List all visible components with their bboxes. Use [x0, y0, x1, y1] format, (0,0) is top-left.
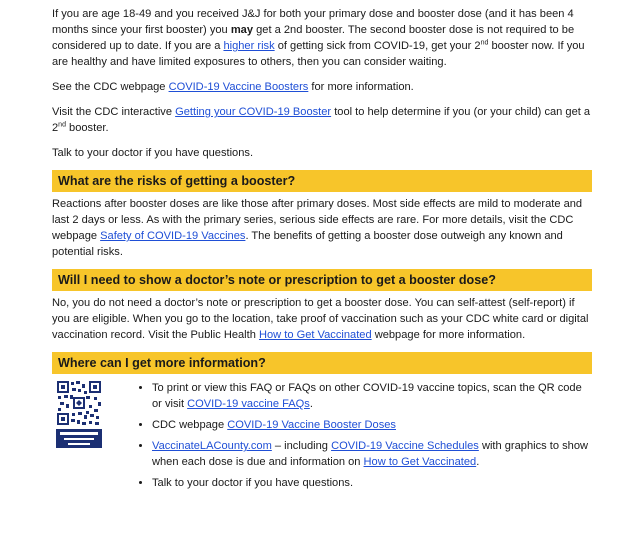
vaccine-faqs-link[interactable]: COVID-19 vaccine FAQs [187, 398, 310, 410]
text-span: . [476, 456, 480, 468]
intro-paragraph-doctor: Talk to your doctor if you have questions. [52, 147, 254, 159]
doctor-note-heading: Will I need to show a doctor’s note or prescription to get a booster dose? [52, 269, 592, 291]
vaccine-schedules-link[interactable]: COVID-19 Vaccine Schedules [331, 440, 479, 452]
superscript: nd [480, 39, 489, 47]
text-span: for more information. [308, 81, 414, 93]
text-span: . [309, 398, 313, 410]
text-span: get a 2nd booster. The second booster dose is not required to be considered up to date. If you are a [52, 24, 575, 52]
vaccinate-la-county-link[interactable]: VaccinateLACounty.com [152, 440, 272, 452]
text-span: Reactions after booster doses are like those after primary doses. Most side effects are mild to moderate and last 2 days or less. As with the primary series, serious side effects are rare. For more details, visit the CDC webpage [52, 198, 583, 242]
higher-risk-link[interactable]: higher risk [223, 40, 275, 52]
intro-paragraph-tool [52, 104, 592, 136]
list-item [152, 417, 592, 433]
text-span: See the CDC webpage [52, 81, 169, 93]
risks-paragraph [52, 196, 592, 260]
list-item: • Talk to your doctor if you have questions. [152, 475, 592, 491]
qr-code-icon[interactable] [56, 380, 102, 448]
risks-heading: What are the risks of getting a booster? [52, 170, 592, 192]
text-span: webpage for more information. [371, 329, 526, 341]
how-to-get-vaccinated-link-2[interactable]: How to Get Vaccinated [363, 456, 477, 468]
intro-paragraph-booster [52, 6, 592, 70]
text-span: . The benefits of getting a booster dose outweigh any known and potential risks. [52, 230, 563, 258]
superscript: nd [58, 121, 66, 129]
more-info-row [52, 380, 592, 496]
text-span: booster. [65, 122, 109, 134]
intro-paragraph-cdc [52, 79, 592, 95]
more-info-heading: Where can I get more information? [52, 352, 592, 374]
list-item [152, 380, 592, 412]
list-item [152, 438, 592, 470]
how-to-get-vaccinated-link[interactable]: How to Get Vaccinated [258, 329, 372, 341]
booster-doses-link[interactable]: COVID-19 Vaccine Booster Doses [227, 419, 396, 431]
text-span: CDC webpage [152, 419, 228, 431]
text-span: with graphics to show when each dose is due and information on [152, 440, 588, 468]
more-info-list [134, 380, 592, 496]
text-span: booster now. If you are healthy and have limited exposures to others, then you can consider waiting. [52, 40, 585, 68]
document-content [52, 6, 592, 496]
text-span: of getting sick from COVID-19, get your 2 [274, 40, 481, 52]
text-span: If you are age 18-49 and you received J&J for both your primary dose and booster dose (and it has been 4 months since your first booster) you [52, 8, 574, 36]
text-span: No, you do not need a doctor’s note or prescription to get a booster dose. You can self-attest (self-report) if you are eligible. When you go to the location, take proof of vaccination such as your CDC white card or digital vaccination record. Visit the Public Health [52, 297, 589, 341]
emphasis-may: may [230, 24, 254, 36]
vaccine-safety-link[interactable]: Safety of COVID-19 Vaccines [100, 230, 246, 242]
doctor-note-paragraph [52, 295, 592, 343]
cdc-boosters-link[interactable]: COVID-19 Vaccine Boosters [168, 81, 309, 93]
text-span: tool to help determine if you (or your child) can get a 2 [52, 106, 591, 134]
booster-tool-link[interactable]: Getting your COVID-19 Booster [175, 106, 332, 118]
text-span: – including [271, 440, 332, 452]
text-span: To print or view this FAQ or FAQs on other COVID-19 vaccine topics, scan the QR code or visit [152, 382, 582, 410]
text-span: Visit the CDC interactive [52, 106, 176, 118]
